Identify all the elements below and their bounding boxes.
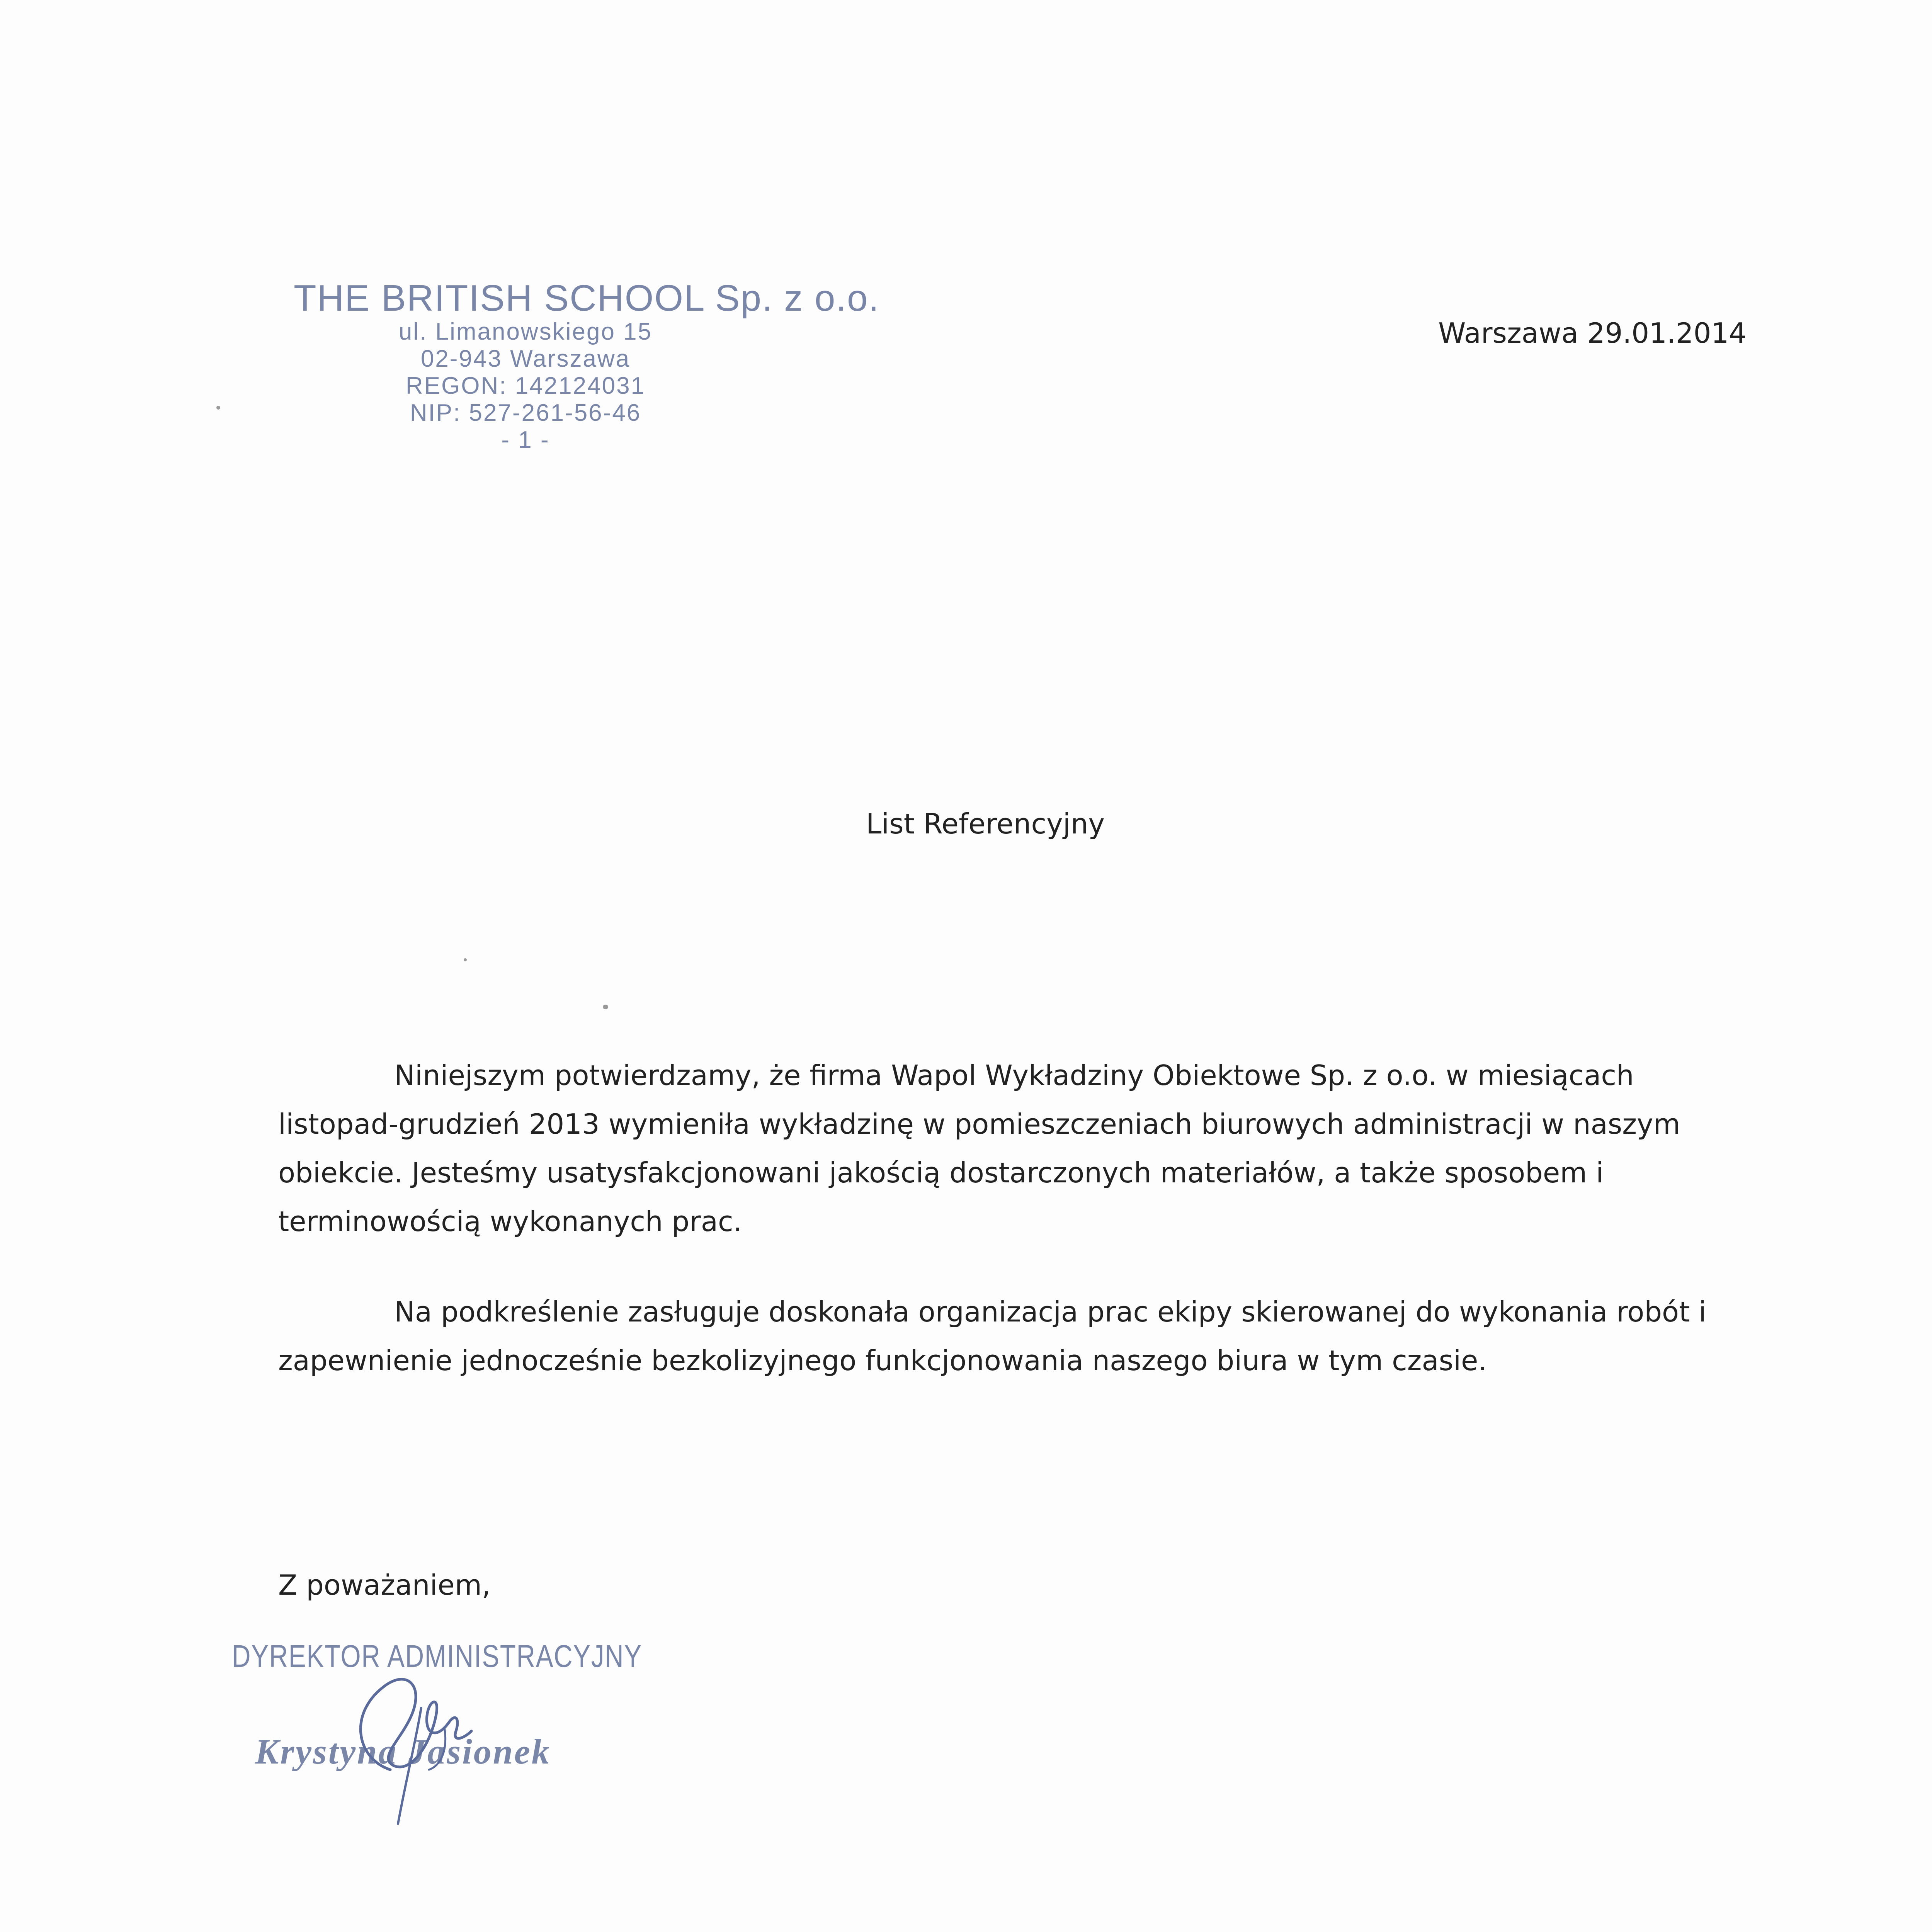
stamp-nip: NIP: 527-261-56-46 (410, 400, 641, 426)
stamp-regon: REGON: 142124031 (405, 372, 646, 399)
scan-speck (464, 958, 467, 961)
handwritten-signature (332, 1642, 526, 1828)
stamp-address: ul. Limanowskiego 15 (398, 318, 653, 345)
stamp-city: 02-943 Warszawa (420, 345, 631, 372)
letter-title: List Referencyjny (866, 808, 1105, 840)
scan-speck (603, 1005, 608, 1009)
signature-stamp-name: Krystyna Jasionek (255, 1732, 551, 1771)
letter-date: Warszawa 29.01.2014 (1438, 317, 1747, 349)
stamp-number: - 1 - (501, 427, 550, 453)
letter-body (278, 1051, 1743, 1427)
scan-speck (216, 406, 220, 410)
signature-stamp-title: DYREKTOR ADMINISTRACYJNY (232, 1639, 642, 1674)
body-paragraph-2: Na podkreślenie zasługuje doskonała organizacja prac ekipy skierowanej do wykonania robót i zapewnienie jednocześnie bezkolizyjnego funkcjonowania naszego biura w tym czasie. (278, 1296, 1707, 1377)
body-paragraph-1: Niniejszym potwierdzamy, że firma Wapol Wykładziny Obiektowe Sp. z o.o. w miesiącach listopad-grudzień 2013 wymieniła wykładzinę w pomieszczeniach biurowych administracji w naszym obiekcie. Jesteśmy usatysfakcjonowani jakością dostarczonych materiałów, a także sposobem i terminowością wykonanych prac. (278, 1059, 1680, 1238)
signature-block (232, 1638, 657, 1832)
stamp-company-name: THE BRITISH SCHOOL Sp. z o.o. (294, 277, 880, 319)
letter-closing: Z poważaniem, (278, 1569, 491, 1601)
company-stamp (294, 277, 880, 454)
